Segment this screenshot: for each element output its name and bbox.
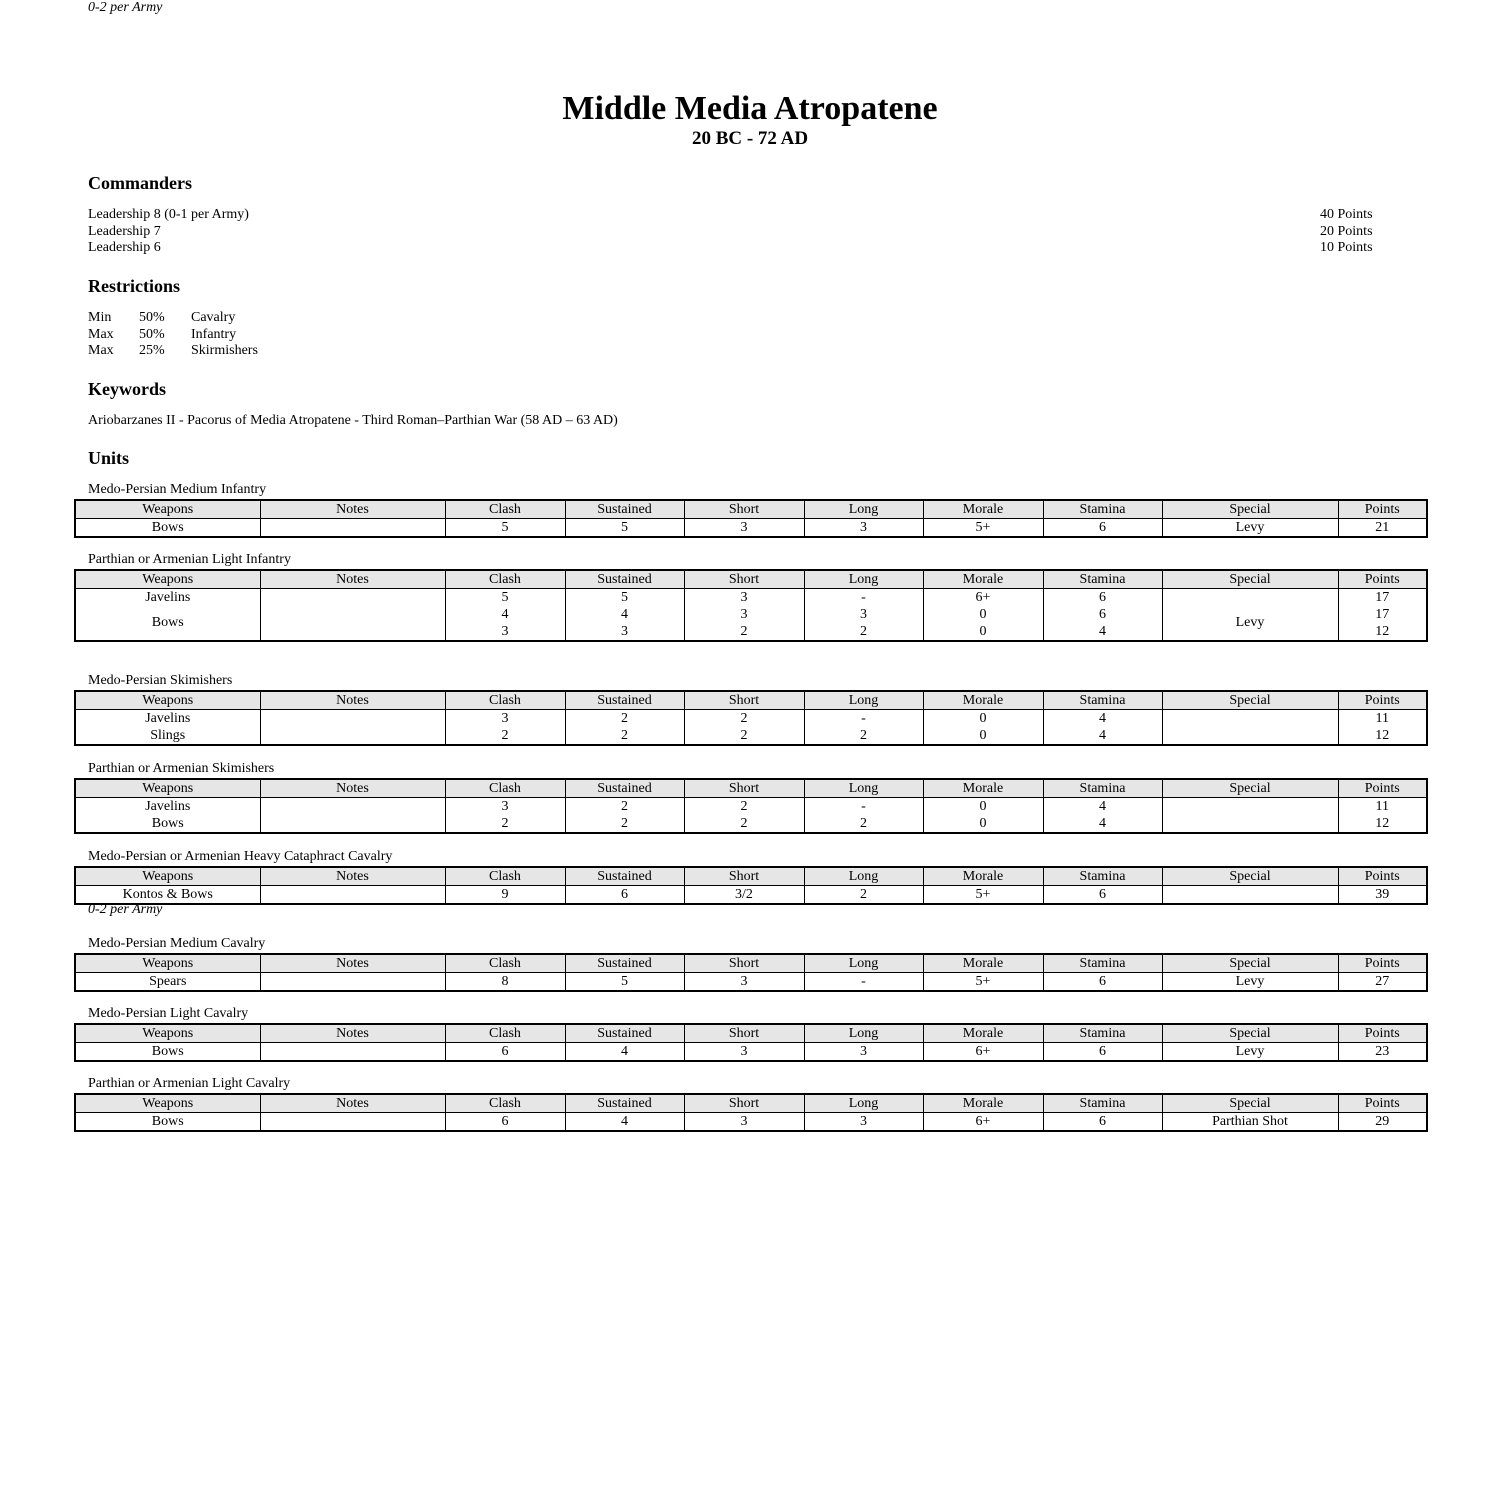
table-cell: [260, 815, 445, 833]
table-row: [75, 519, 1427, 538]
table-cell: [260, 973, 445, 992]
column-header: Sustained: [565, 867, 684, 886]
restriction-type: Cavalry: [191, 310, 236, 325]
column-header: Special: [1162, 500, 1338, 519]
column-header: Weapons: [75, 779, 260, 798]
column-header: Weapons: [75, 691, 260, 710]
column-header: Short: [684, 779, 804, 798]
table-cell: 12: [1338, 623, 1427, 641]
table-row: [75, 710, 1427, 728]
column-header: Stamina: [1043, 779, 1162, 798]
column-header: Morale: [923, 779, 1043, 798]
table-header-row: [75, 779, 1427, 798]
table-cell: Kontos & Bows: [75, 886, 260, 905]
table-cell: 2: [804, 815, 923, 833]
column-header: Sustained: [565, 1024, 684, 1043]
column-header: Sustained: [565, 954, 684, 973]
table-row: [75, 589, 1427, 607]
unit-table: [74, 569, 1428, 642]
unit-name: Parthian or Armenian Light Cavalry: [88, 1076, 291, 1091]
column-header: Sustained: [565, 779, 684, 798]
table-cell: 2: [684, 815, 804, 833]
column-header: Long: [804, 1094, 923, 1113]
commander-row: [88, 240, 1380, 257]
table-cell: 2: [804, 727, 923, 745]
column-header: Points: [1338, 867, 1427, 886]
table-cell: 2: [684, 798, 804, 816]
table-cell: 3: [684, 1043, 804, 1062]
column-header: Sustained: [565, 691, 684, 710]
table-cell: 2: [565, 815, 684, 833]
table-cell: 5: [565, 589, 684, 607]
table-cell: Javelins: [75, 798, 260, 816]
commander-name: Leadership 6: [88, 240, 161, 255]
table-cell: 2: [565, 710, 684, 728]
table-cell: 6: [1043, 1113, 1162, 1132]
column-header: Morale: [923, 1094, 1043, 1113]
column-header: Stamina: [1043, 867, 1162, 886]
unit-table: [74, 499, 1428, 538]
table-cell: 6+: [923, 589, 1043, 607]
table-cell: [260, 798, 445, 816]
table-cell: Spears: [75, 973, 260, 992]
commander-row: [88, 207, 1380, 224]
column-header: Stamina: [1043, 500, 1162, 519]
table-cell: 5: [565, 973, 684, 992]
table-cell: 11: [1338, 798, 1427, 816]
table-cell: 3/2: [684, 886, 804, 905]
restrictions-list: [88, 310, 258, 360]
column-header: Short: [684, 867, 804, 886]
table-cell: 3: [445, 798, 565, 816]
table-cell: 4: [1043, 815, 1162, 833]
table-cell: Levy: [1162, 519, 1338, 538]
table-cell: 2: [684, 727, 804, 745]
table-row: [75, 606, 1427, 623]
column-header: Weapons: [75, 500, 260, 519]
column-header: Morale: [923, 1024, 1043, 1043]
column-header: Notes: [260, 954, 445, 973]
column-header: Weapons: [75, 1024, 260, 1043]
table-cell: Bows: [75, 1043, 260, 1062]
unit-table: [74, 866, 1428, 905]
column-header: Notes: [260, 867, 445, 886]
column-header: Points: [1338, 779, 1427, 798]
column-header: Short: [684, 570, 804, 589]
table-cell: 2: [804, 886, 923, 905]
table-cell: 17: [1338, 606, 1427, 623]
table-cell: [260, 519, 445, 538]
column-header: Stamina: [1043, 691, 1162, 710]
table-cell: 3: [684, 589, 804, 607]
column-header: Points: [1338, 570, 1427, 589]
table-cell: 5+: [923, 973, 1043, 992]
table-row: [75, 973, 1427, 992]
column-header: Morale: [923, 570, 1043, 589]
table-cell: 2: [445, 727, 565, 745]
table-cell: -: [804, 589, 923, 607]
table-cell: [1162, 727, 1338, 745]
table-cell: 5+: [923, 519, 1043, 538]
restriction-limit: Max: [88, 343, 114, 358]
table-row: [75, 815, 1427, 833]
table-cell: [260, 886, 445, 905]
unit-name: Parthian or Armenian Light Infantry: [88, 552, 291, 567]
table-cell: 27: [1338, 973, 1427, 992]
table-cell: [1162, 815, 1338, 833]
table-row: [75, 727, 1427, 745]
column-header: Sustained: [565, 1094, 684, 1113]
column-header: Special: [1162, 779, 1338, 798]
table-cell: 3: [684, 519, 804, 538]
column-header: Short: [684, 500, 804, 519]
commanders-list: [88, 207, 1380, 257]
unit-table: [74, 1093, 1428, 1132]
table-cell: [1162, 886, 1338, 905]
restriction-row: [88, 310, 258, 327]
column-header: Stamina: [1043, 570, 1162, 589]
commanders-heading: Commanders: [88, 173, 192, 193]
column-header: Special: [1162, 570, 1338, 589]
table-cell: 29: [1338, 1113, 1427, 1132]
restrictions-heading: Restrictions: [88, 276, 180, 296]
table-cell: Slings: [75, 727, 260, 745]
table-row: [75, 1043, 1427, 1062]
table-cell: 2: [684, 710, 804, 728]
table-cell: 3: [804, 606, 923, 623]
column-header: Weapons: [75, 1094, 260, 1113]
column-header: Long: [804, 867, 923, 886]
column-header: Points: [1338, 691, 1427, 710]
column-header: Notes: [260, 500, 445, 519]
column-header: Stamina: [1043, 954, 1162, 973]
restriction-percent: 25%: [139, 343, 165, 358]
column-header: Sustained: [565, 500, 684, 519]
restriction-percent: 50%: [139, 326, 165, 342]
table-cell: 3: [804, 519, 923, 538]
page-title: Middle Media Atropatene: [562, 90, 938, 127]
table-cell: 0: [923, 798, 1043, 816]
table-cell: 21: [1338, 519, 1427, 538]
table-cell: 5+: [923, 886, 1043, 905]
table-cell: Bows: [75, 815, 260, 833]
table-cell: Levy: [1162, 1043, 1338, 1062]
commander-points: 20 Points: [1320, 223, 1373, 239]
table-header-row: [75, 500, 1427, 519]
table-cell: 3: [565, 623, 684, 641]
restriction-limit: Max: [88, 326, 114, 342]
unit-name: Medo-Persian Medium Infantry: [88, 482, 267, 497]
column-header: Weapons: [75, 954, 260, 973]
table-cell: Levy: [1162, 973, 1338, 992]
column-header: Special: [1162, 954, 1338, 973]
unit-name: Medo-Persian Medium Cavalry: [88, 936, 266, 951]
table-cell: 8: [445, 973, 565, 992]
table-cell: 6: [1043, 589, 1162, 607]
column-header: Notes: [260, 691, 445, 710]
table-cell: Javelins: [75, 589, 260, 607]
table-cell: 3: [684, 973, 804, 992]
table-cell: 0: [923, 815, 1043, 833]
table-header-row: [75, 1094, 1427, 1113]
table-cell: 2: [445, 815, 565, 833]
table-cell: 4: [1043, 798, 1162, 816]
column-header: Sustained: [565, 570, 684, 589]
table-row: [75, 1113, 1427, 1132]
table-cell: 5: [445, 519, 565, 538]
commander-points: 10 Points: [1320, 240, 1373, 255]
restriction-percent: 50%: [139, 310, 165, 325]
column-header: Clash: [445, 779, 565, 798]
unit-note: 0-2 per Army: [88, 0, 163, 15]
column-header: Short: [684, 1094, 804, 1113]
column-header: Stamina: [1043, 1024, 1162, 1043]
table-cell: 4: [1043, 623, 1162, 641]
column-header: Clash: [445, 1094, 565, 1113]
table-cell: 2: [804, 623, 923, 641]
column-header: Weapons: [75, 867, 260, 886]
column-header: Special: [1162, 1094, 1338, 1113]
column-header: Special: [1162, 1024, 1338, 1043]
restriction-row: [88, 327, 258, 344]
table-cell: 6: [1043, 1043, 1162, 1062]
column-header: Short: [684, 954, 804, 973]
table-header-row: [75, 570, 1427, 589]
keywords-heading: Keywords: [88, 379, 166, 399]
table-cell: 5: [445, 589, 565, 607]
table-cell: 4: [565, 606, 684, 623]
column-header: Long: [804, 500, 923, 519]
commander-points: 40 Points: [1320, 207, 1373, 222]
table-cell: 12: [1338, 727, 1427, 745]
table-cell: 12: [1338, 815, 1427, 833]
table-cell: 4: [565, 1043, 684, 1062]
table-row: [75, 798, 1427, 816]
table-cell: 3: [684, 606, 804, 623]
table-header-row: [75, 691, 1427, 710]
unit-name: Medo-Persian Skimishers: [88, 673, 233, 688]
column-header: Short: [684, 691, 804, 710]
restriction-type: Skirmishers: [191, 343, 258, 358]
table-cell: [1162, 589, 1338, 607]
column-header: Clash: [445, 500, 565, 519]
table-cell: Bows: [75, 1113, 260, 1132]
restriction-limit: Min: [88, 310, 112, 325]
table-cell: 0: [923, 623, 1043, 641]
table-cell: 2: [684, 623, 804, 641]
table-row: [75, 886, 1427, 905]
table-cell: Bows: [75, 519, 260, 538]
unit-table: [74, 1023, 1428, 1062]
column-header: Points: [1338, 500, 1427, 519]
table-cell: 6: [565, 886, 684, 905]
table-cell: 3: [804, 1043, 923, 1062]
unit-table: [74, 953, 1428, 992]
table-cell: [260, 589, 445, 607]
column-header: Morale: [923, 500, 1043, 519]
table-cell: -: [804, 798, 923, 816]
table-cell: [260, 1113, 445, 1132]
page-subtitle: 20 BC - 72 AD: [691, 128, 809, 149]
column-header: Clash: [445, 570, 565, 589]
column-header: Short: [684, 1024, 804, 1043]
table-cell: [260, 710, 445, 728]
column-header: Weapons: [75, 570, 260, 589]
table-cell: [1162, 710, 1338, 728]
column-header: Long: [804, 779, 923, 798]
column-header: Morale: [923, 867, 1043, 886]
column-header: Points: [1338, 954, 1427, 973]
table-cell: 39: [1338, 886, 1427, 905]
table-cell: 6+: [923, 1113, 1043, 1132]
column-header: Points: [1338, 1094, 1427, 1113]
column-header: Notes: [260, 1094, 445, 1113]
unit-table: [74, 690, 1428, 746]
keywords-text: Ariobarzanes II - Pacorus of Media Atropatene - Third Roman–Parthian War (58 AD – 63 AD): [88, 413, 618, 428]
table-cell: 0: [923, 727, 1043, 745]
restriction-row: [88, 343, 258, 360]
table-header-row: [75, 867, 1427, 886]
column-header: Clash: [445, 1024, 565, 1043]
unit-name: Parthian or Armenian Skimishers: [88, 761, 275, 776]
unit-table: [74, 778, 1428, 834]
table-cell: 0: [923, 606, 1043, 623]
table-cell: 6: [1043, 519, 1162, 538]
table-cell: 6: [1043, 973, 1162, 992]
table-cell: 6+: [923, 1043, 1043, 1062]
table-cell: 2: [565, 727, 684, 745]
column-header: Morale: [923, 691, 1043, 710]
table-cell: [260, 606, 445, 623]
column-header: Long: [804, 954, 923, 973]
table-cell: Parthian Shot: [1162, 1113, 1338, 1132]
table-header-row: [75, 1024, 1427, 1043]
table-cell: 5: [565, 519, 684, 538]
restriction-type: Infantry: [191, 326, 237, 342]
table-cell: 4: [565, 1113, 684, 1132]
column-header: Notes: [260, 570, 445, 589]
column-header: Notes: [260, 779, 445, 798]
column-header: Long: [804, 1024, 923, 1043]
unit-note: 0-2 per Army: [88, 902, 163, 917]
table-cell: 6: [445, 1043, 565, 1062]
table-cell: [260, 727, 445, 745]
table-cell: Levy: [1162, 606, 1338, 641]
table-cell: Bows: [75, 606, 260, 641]
table-cell: 4: [445, 606, 565, 623]
column-header: Long: [804, 570, 923, 589]
column-header: Stamina: [1043, 1094, 1162, 1113]
table-header-row: [75, 954, 1427, 973]
table-cell: 0: [923, 710, 1043, 728]
table-cell: 3: [445, 623, 565, 641]
table-cell: 3: [445, 710, 565, 728]
table-cell: 6: [1043, 606, 1162, 623]
table-cell: -: [804, 710, 923, 728]
table-cell: 9: [445, 886, 565, 905]
table-cell: 11: [1338, 710, 1427, 728]
unit-name: Medo-Persian or Armenian Heavy Cataphract Cavalry: [88, 849, 393, 864]
commander-name: Leadership 8 (0-1 per Army): [88, 207, 249, 222]
table-cell: 4: [1043, 710, 1162, 728]
commander-row: [88, 224, 1380, 241]
column-header: Clash: [445, 691, 565, 710]
table-cell: Javelins: [75, 710, 260, 728]
table-cell: 3: [684, 1113, 804, 1132]
table-cell: 3: [804, 1113, 923, 1132]
column-header: Special: [1162, 867, 1338, 886]
unit-name: Medo-Persian Light Cavalry: [88, 1006, 249, 1021]
table-cell: [260, 1043, 445, 1062]
column-header: Long: [804, 691, 923, 710]
commander-name: Leadership 7: [88, 223, 161, 239]
column-header: Notes: [260, 1024, 445, 1043]
table-cell: [260, 623, 445, 641]
column-header: Morale: [923, 954, 1043, 973]
units-heading: Units: [88, 448, 130, 468]
table-cell: 17: [1338, 589, 1427, 607]
table-cell: 6: [1043, 886, 1162, 905]
table-cell: -: [804, 973, 923, 992]
table-cell: [1162, 798, 1338, 816]
table-cell: 4: [1043, 727, 1162, 745]
column-header: Points: [1338, 1024, 1427, 1043]
column-header: Clash: [445, 867, 565, 886]
table-cell: 2: [565, 798, 684, 816]
column-header: Clash: [445, 954, 565, 973]
table-cell: 23: [1338, 1043, 1427, 1062]
table-cell: 6: [445, 1113, 565, 1132]
column-header: Special: [1162, 691, 1338, 710]
